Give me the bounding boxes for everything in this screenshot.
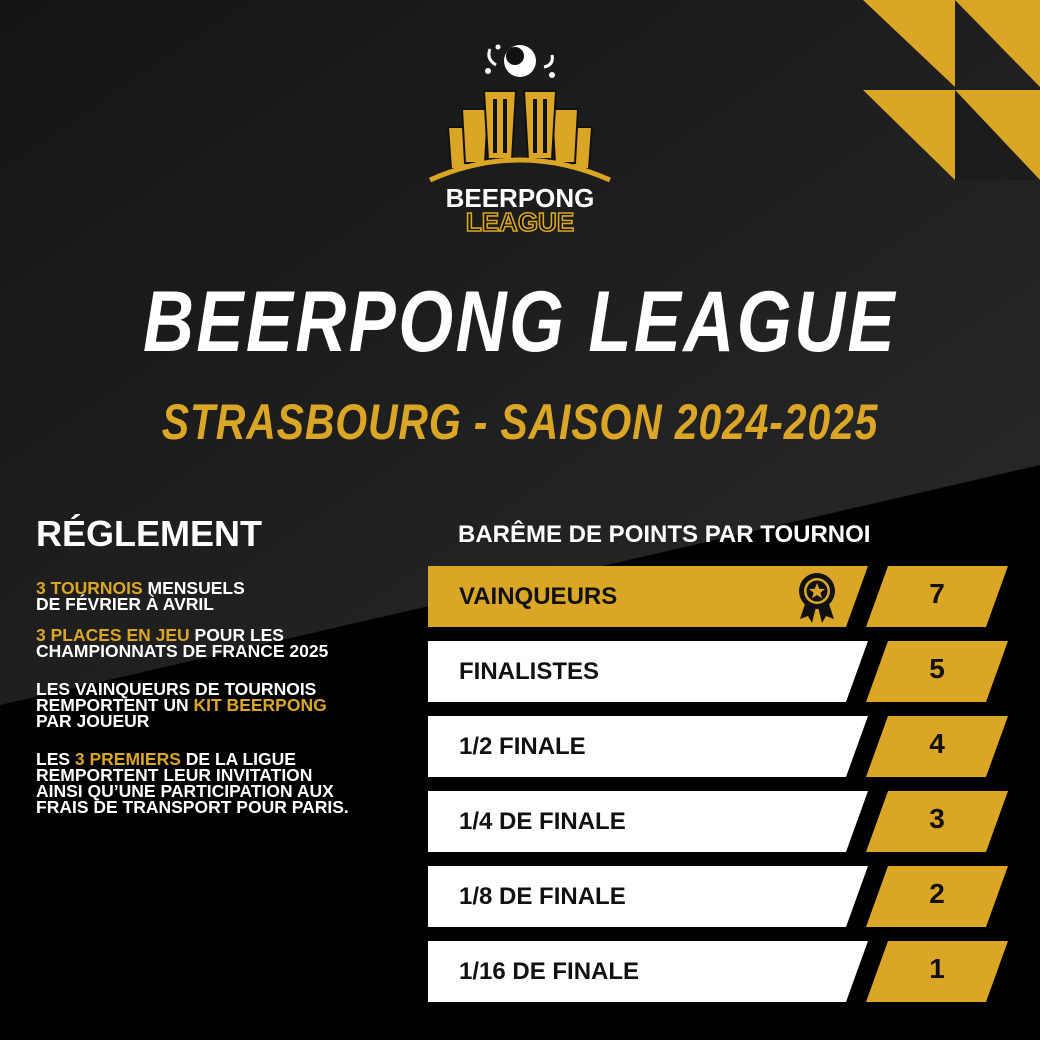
rule-highlight: 3 PREMIERS [74,749,181,769]
rule-text: DE LA LIGUE [180,749,296,769]
rule-text: PAR JOUEUR [36,711,150,731]
row-label: VAINQUEURS [459,583,618,610]
medal-star-icon [794,571,840,623]
row-label: 1/16 DE FINALE [459,958,640,985]
points-row-quarterfinal [428,791,1008,852]
page-subtitle: STRASBOURG - SAISON 2024-2025 [161,394,879,450]
rule-item-2 [36,627,406,659]
rule-text: AINSI QU’UNE PARTICIPATION AUX [36,781,334,801]
points-row-sixteenthfinal [428,941,1008,1002]
rule-item-1 [36,580,406,612]
rule-item-3 [36,681,406,729]
row-label: 1/8 DE FINALE [459,883,626,910]
row-points: 2 [929,878,945,909]
points-table-heading: BARÊME DE POINTS PAR TOURNOI [458,521,871,548]
points-row-winners [428,566,1008,627]
rules-heading: RÉGLEMENT [36,513,263,554]
row-label: FINALISTES [459,658,600,685]
rule-text: REMPORTENT LEUR INVITATION [36,765,313,785]
rule-text: CHAMPIONNATS DE FRANCE 2025 [36,641,329,661]
page-title: BEERPONG LEAGUE [143,274,897,370]
row-points: 5 [929,653,945,684]
rule-text: DE FÉVRIER À AVRIL [36,594,214,614]
points-row-eighthfinal [428,866,1008,927]
row-label: 1/4 DE FINALE [459,808,626,835]
points-row-finalists [428,641,1008,702]
rule-text: LES VAINQUEURS DE TOURNOIS [36,679,317,699]
row-points: 7 [929,578,945,609]
row-label: 1/2 FINALE [459,733,586,760]
rule-item-4 [36,751,406,815]
points-row-semifinal [428,716,1008,777]
beerpong-league-logo [420,35,620,235]
rule-text: MENSUELS [142,578,245,598]
rule-highlight: KIT BEERPONG [193,695,327,715]
rule-text: LES [36,749,75,769]
rule-highlight: 3 PLACES EN JEU [36,625,190,645]
rule-text: FRAIS DE TRANSPORT POUR PARIS. [36,797,349,817]
rule-text: POUR LES [189,625,284,645]
row-points: 3 [929,803,945,834]
rule-highlight: 3 TOURNOIS [36,578,143,598]
logo-line2: LEAGUE [465,207,575,235]
row-points: 1 [929,953,945,984]
rule-text: REMPORTENT UN [36,695,194,715]
logo-line1: BEERPONG [445,183,595,213]
row-points: 4 [929,728,945,759]
rules-section [36,512,406,830]
